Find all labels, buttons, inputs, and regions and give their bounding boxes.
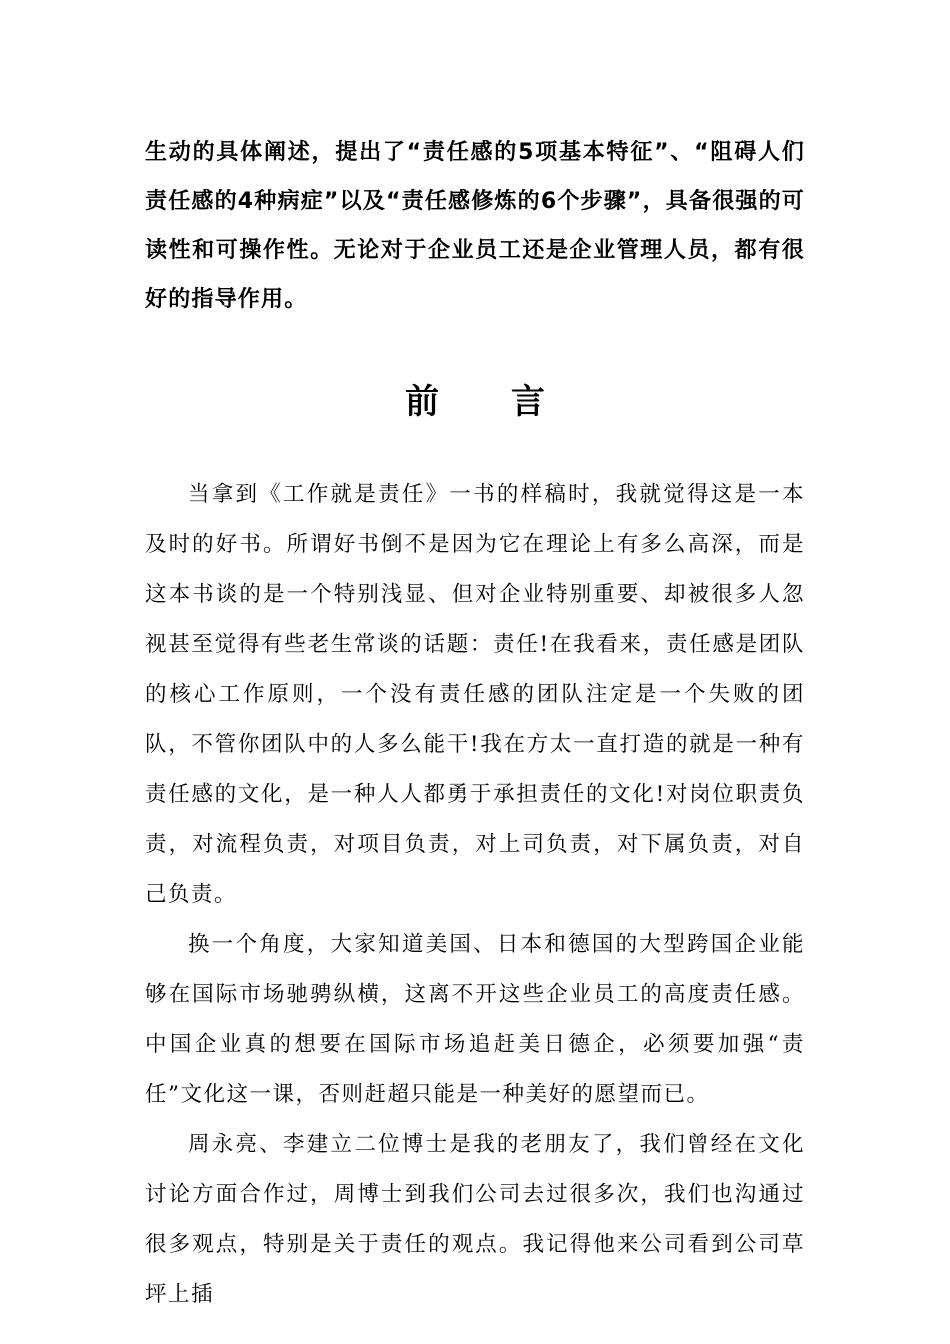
preface-paragraph-3: 周永亮、李建立二位博士是我的老朋友了，我们曾经在文化讨论方面合作过，周博士到我们公司去过很多次，我们也沟通过很多观点，特别是关于责任的观点。我记得他来公司看到公司草坪上插	[145, 1132, 805, 1307]
intro-paragraph: 生动的具体阐述，提出了“责任感的5项基本特征”、“阻碍人们责任感的4种病症”以及“责任感修炼的6个步骤”，具备很强的可读性和可操作性。无论对于企业员工还是企业管理人员，都有很好的指导作用。	[145, 140, 805, 312]
section-title: 前 言	[405, 382, 575, 422]
preface-body	[145, 470, 805, 1320]
document-page	[145, 128, 805, 1320]
preface-paragraph-1: 当拿到《工作就是责任》一书的样稿时，我就觉得这是一本及时的好书。所谓好书倒不是因为它在理论上有多么高深，而是这本书谈的是一个特别浅显、但对企业特别重要、却被很多人忽视甚至觉得有些老生常谈的话题：责任!在我看来，责任感是团队的核心工作原则，一个没有责任感的团队注定是一个失败的团队，不管你团队中的人多么能干!我在方太一直打造的就是一种有责任感的文化，是一种人人都勇于承担责任的文化!对岗位职责负责，对流程负责，对项目负责，对上司负责，对下属负责，对自己负责。	[145, 482, 805, 907]
intro-section	[145, 128, 805, 324]
preface-paragraph-2: 换一个角度，大家知道美国、日本和德国的大型跨国企业能够在国际市场驰骋纵横，这离不开这些企业员工的高度责任感。中国企业真的想要在国际市场追赶美日德企，必须要加强“责任”文化这一课，否则赶超只能是一种美好的愿望而已。	[145, 932, 805, 1107]
